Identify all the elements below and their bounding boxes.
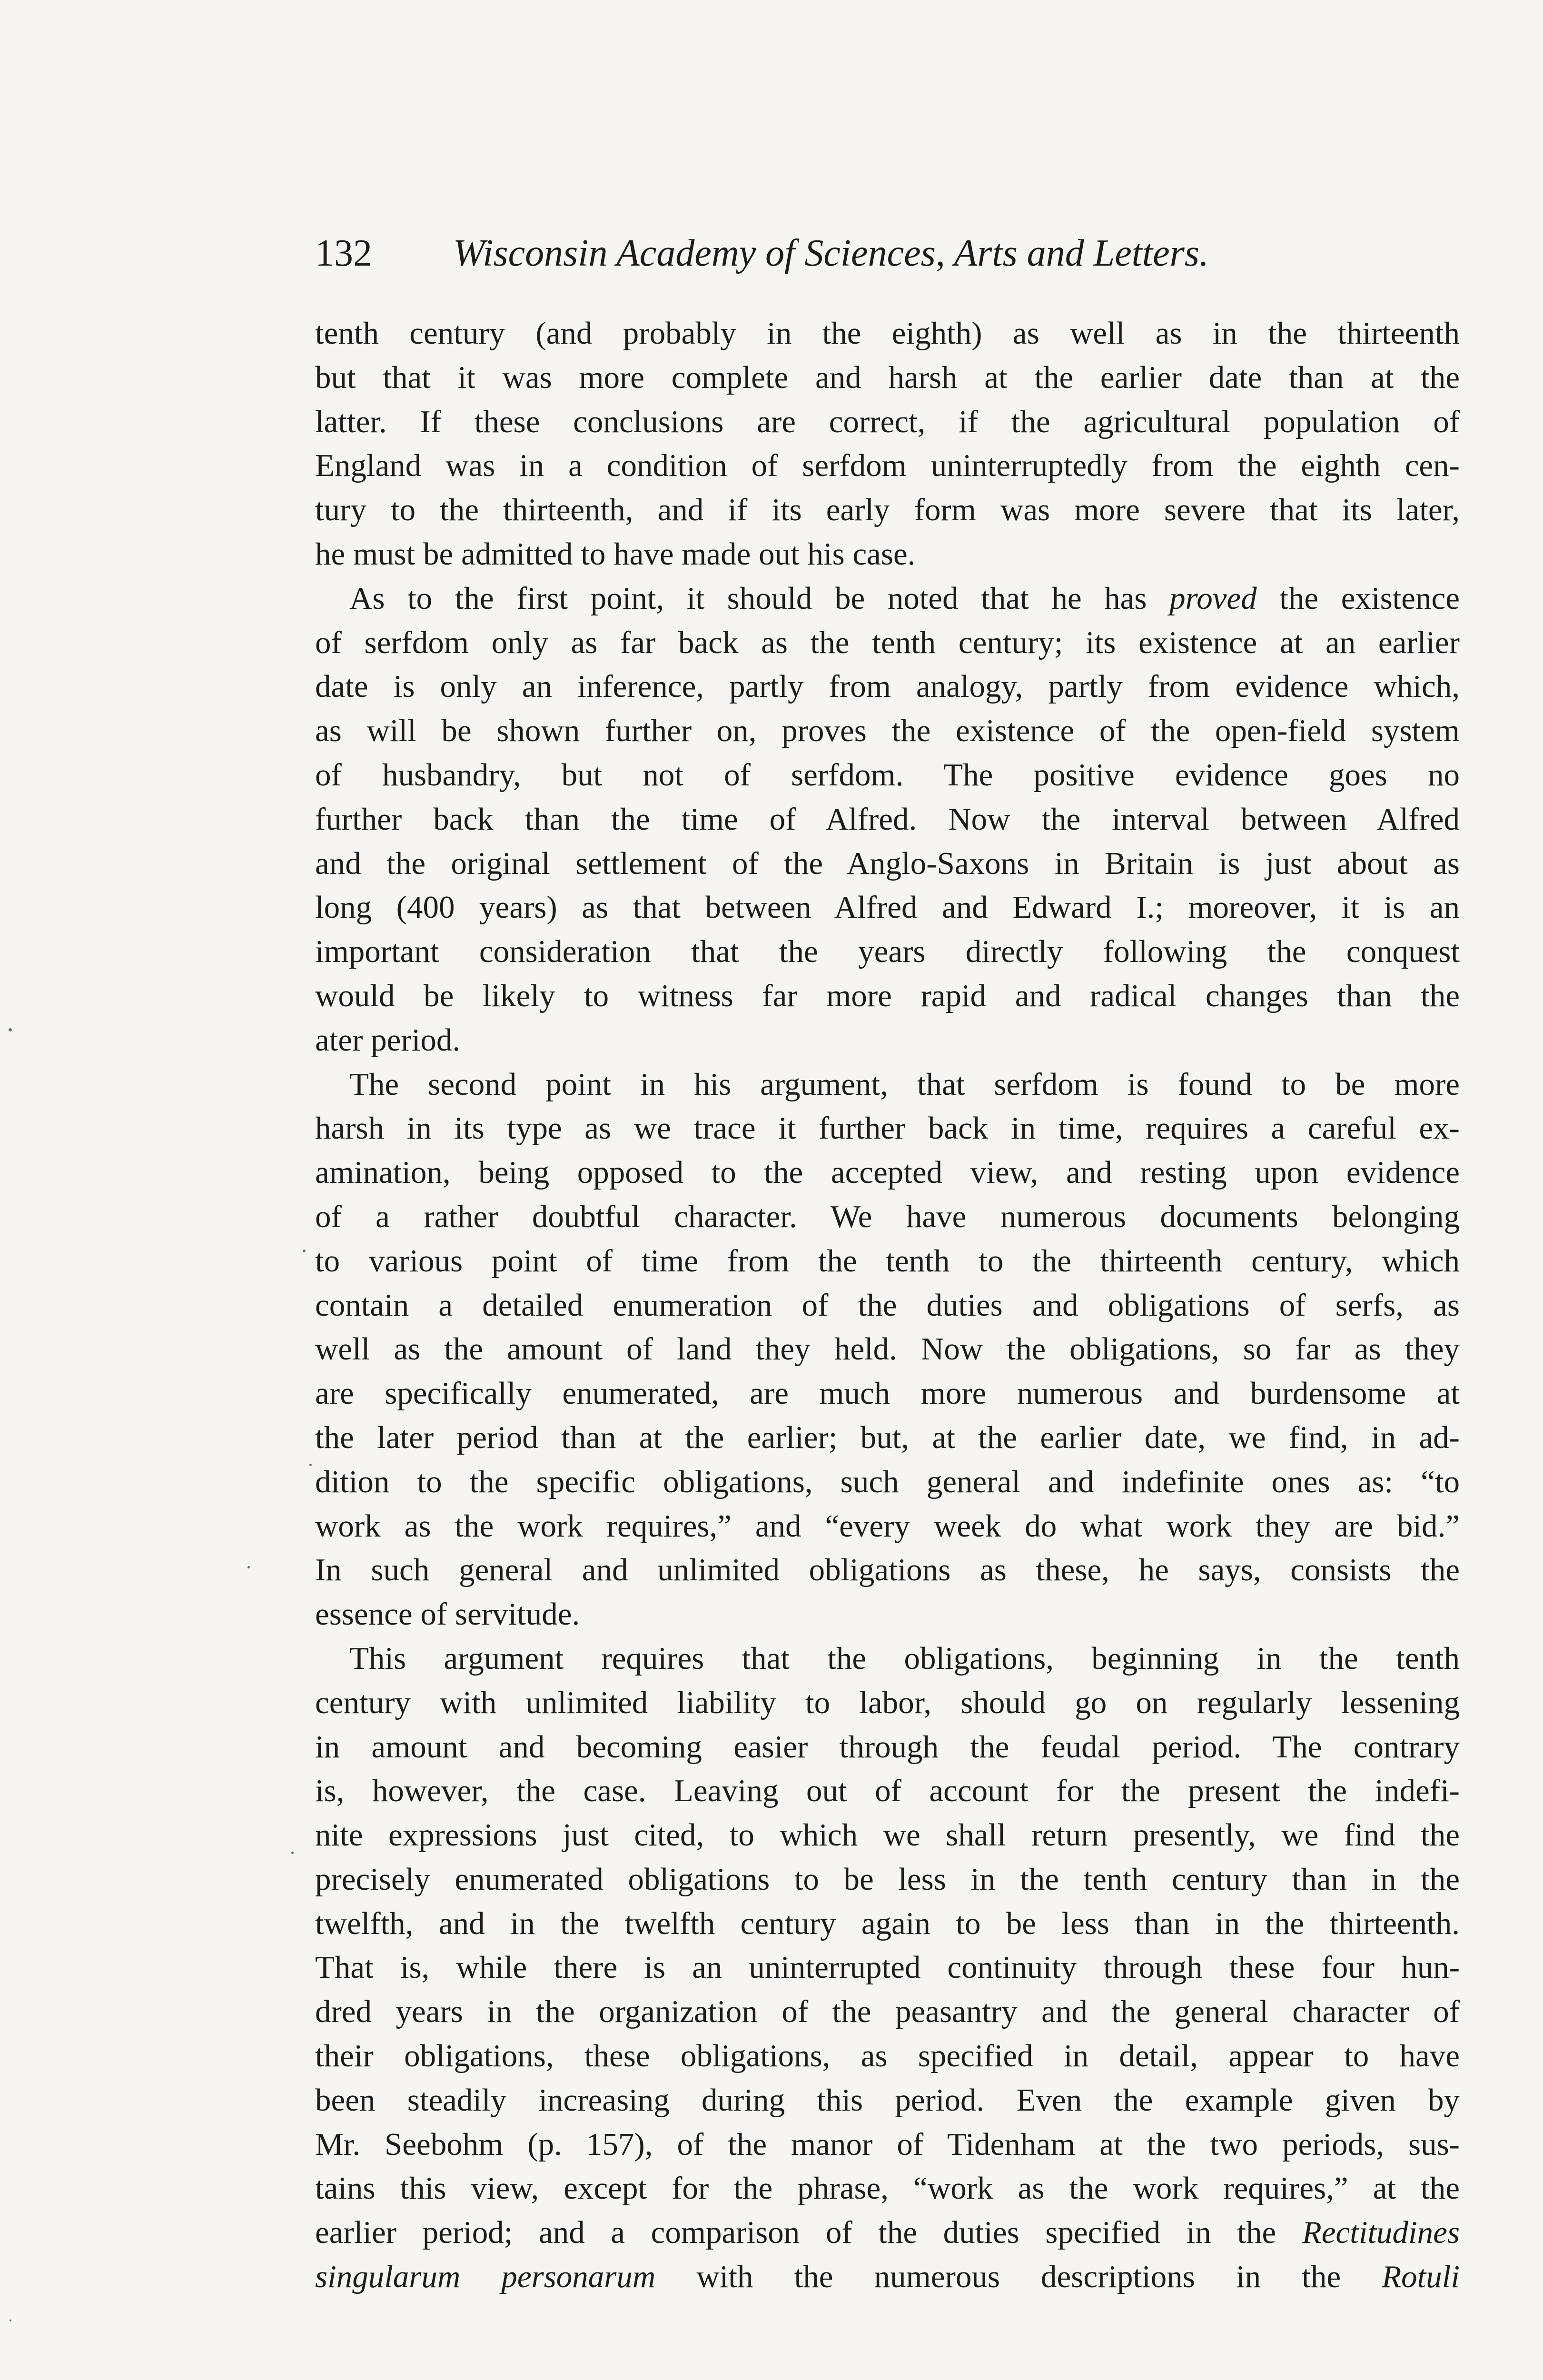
text-line: ater period.: [315, 1022, 461, 1058]
text-line: latter. If these conclusions are correct, if the agricultural population of: [315, 404, 1460, 439]
italic-title: singularum personarum: [315, 2259, 656, 2295]
scan-speck: [9, 1028, 12, 1031]
text-line: important consideration that the years directly following the conquest: [315, 934, 1460, 970]
scan-speck: [10, 2320, 11, 2321]
text-line: as will be shown further on, proves the existence of the open-field system: [315, 713, 1460, 749]
text-line: harsh in its type as we trace it further back in time, requires a careful ex-: [315, 1111, 1460, 1146]
text-line: tains this view, except for the phrase, “work as the work requires,” at the: [315, 2171, 1460, 2206]
text-line: precisely enumerated obligations to be less in the tenth century than in the: [315, 1861, 1460, 1897]
text-line: The second point in his argument, that serfdom is found to be more: [349, 1066, 1460, 1102]
text-line: their obligations, these obligations, as specified in detail, appear to have: [315, 2038, 1460, 2074]
text-line: work as the work requires,” and “every week do what work they are bid.”: [315, 1508, 1460, 1544]
text-line: would be likely to witness far more rapid and radical changes than the: [315, 978, 1460, 1013]
text-segment: the existence: [1256, 580, 1460, 616]
text-line: century with unlimited liability to labor, should go on regularly lessening: [315, 1685, 1460, 1720]
text-line: been steadily increasing during this period. Even the example given by: [315, 2082, 1460, 2118]
text-segment: As to the first point, it should be noted that he has: [349, 580, 1170, 616]
text-segment: with the numerous descriptions in the: [655, 2259, 1382, 2295]
text-line: of serfdom only as far back as the tenth century; its existence at an earlier: [315, 625, 1460, 660]
text-line: well as the amount of land they held. Now the obligations, so far as they: [315, 1331, 1460, 1367]
text-line: [315, 2211, 1460, 2255]
text-line: is, however, the case. Leaving out of account for the present the indefi-: [315, 1773, 1460, 1809]
running-title: Wisconsin Academy of Sciences, Arts and Letters.: [453, 232, 1209, 274]
text-line: tenth century (and probably in the eighth) as well as in the thirteenth: [315, 316, 1460, 351]
text-line: of husbandry, but not of serfdom. The positive evidence goes no: [315, 757, 1460, 793]
text-line: Mr. Seebohm (p. 157), of the manor of Tidenham at the two periods, sus-: [315, 2126, 1460, 2162]
italic-title: Rectitudines: [1302, 2215, 1460, 2251]
text-line: dred years in the organization of the peasantry and the general character of: [315, 1994, 1460, 2030]
page-header: [315, 220, 1324, 287]
text-line: England was in a condition of serfdom uninterruptedly from the eighth cen-: [315, 448, 1460, 484]
text-line: twelfth, and in the twelfth century again to be less than in the thirteenth.: [315, 1905, 1460, 1941]
text-line: essence of servitude.: [315, 1597, 580, 1632]
text-segment: earlier period; and a comparison of the duties specified in the: [315, 2215, 1302, 2251]
text-line: [315, 576, 1460, 621]
text-line: further back than the time of Alfred. Now the interval between Alfred: [315, 801, 1460, 837]
scan-speck: [247, 1566, 250, 1568]
text-line: the later period than at the earlier; but, at the earlier date, we find, in ad-: [315, 1419, 1460, 1455]
text-line: he must be admitted to have made out his case.: [315, 536, 916, 572]
text-line: date is only an inference, partly from analogy, partly from evidence which,: [315, 669, 1460, 704]
text-line: but that it was more complete and harsh at the earlier date than at the: [315, 359, 1460, 395]
text-line: tury to the thirteenth, and if its early form was more severe that its later,: [315, 492, 1460, 528]
text-line: dition to the specific obligations, such general and indefinite ones as: “to: [315, 1464, 1460, 1499]
italic-title: Rotuli: [1382, 2259, 1460, 2295]
text-line: contain a detailed enumeration of the duties and obligations of serfs, as: [315, 1287, 1460, 1323]
italic-term: proved: [1169, 580, 1257, 616]
scan-speck: [291, 1852, 294, 1854]
body-text: [315, 311, 1460, 2299]
text-line: long (400 years) as that between Alfred and Edward I.; moreover, it is an: [315, 890, 1460, 925]
scan-speck: [303, 1250, 306, 1252]
text-line: This argument requires that the obligations, beginning in the tenth: [349, 1640, 1460, 1676]
text-line: in amount and becoming easier through the feudal period. The contrary: [315, 1729, 1460, 1765]
text-line: are specifically enumerated, are much more numerous and burdensome at: [315, 1376, 1460, 1411]
text-line: of a rather doubtful character. We have numerous documents belonging: [315, 1199, 1460, 1234]
scan-speck: [309, 1464, 312, 1466]
text-line: and the original settlement of the Anglo-Saxons in Britain is just about as: [315, 845, 1460, 881]
text-line: [315, 2255, 1460, 2299]
text-line: In such general and unlimited obligations as these, he says, consists the: [315, 1552, 1460, 1588]
text-line: to various point of time from the tenth to the thirteenth century, which: [315, 1243, 1460, 1279]
page-number: 132: [315, 232, 372, 274]
text-line: nite expressions just cited, to which we shall return presently, we find the: [315, 1817, 1460, 1853]
text-line: amination, being opposed to the accepted view, and resting upon evidence: [315, 1155, 1460, 1190]
text-line: That is, while there is an uninterrupted continuity through these four hun-: [315, 1950, 1460, 1985]
